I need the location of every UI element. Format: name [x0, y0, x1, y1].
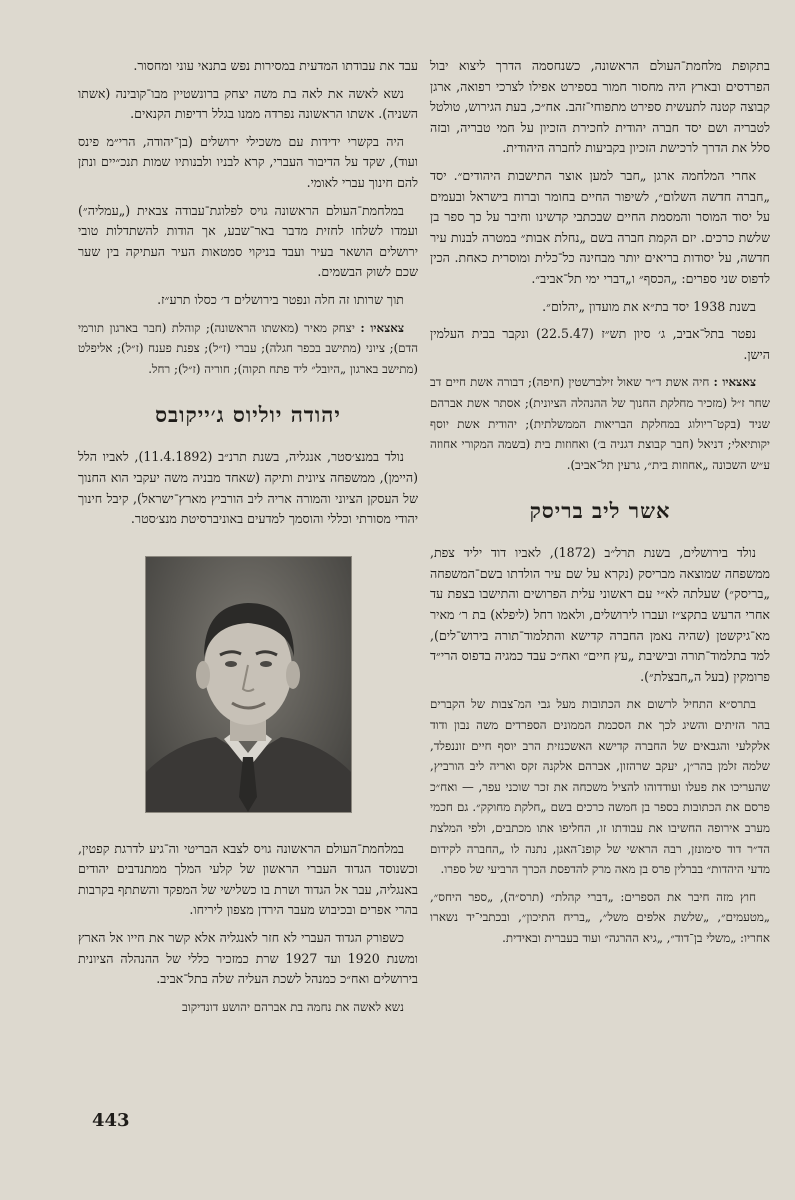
- portrait-figure: [146, 557, 351, 812]
- paragraph: נשא לאשה את לאה בת משה יצחק ברונשטיין מבו־קובינה (אשתו השניה). אשתו הראשונה נפרדה ממנו בגלל רדיפות הקנאים.: [78, 85, 418, 122]
- paragraph: אחרי המלחמה ארגן „חבר למען אוצר התישבות היהודים״. יסד „חברה חדשה השלום״, לשיפור החיים בחומר וברוח בישראל ובעמים על יסוד המוסר והמסמת החיים שבכתבי קדשינו וחיבר על כך ספר בן שלשת כרכים. יזם הקמת חברה בשם „נחלת אבות״ במטרה לבנות עיר חדשה, על יסודות בריאים יותר מבחינה כל־כלית ומוסרית כאחת. הכין לדפוס שני ספרים: „הכסף״ ו„דברי ימי תל־אביב״.: [430, 167, 770, 286]
- section-heading: יהודה יוליוס ג׳ייקובס: [155, 402, 341, 428]
- paragraph: בתרס״א התחיל לרשום את הכתובות מעל גבי המ־צבות של הקברים בהר הזיתים והשיג לכך את הסכמת הממונים הספרדים משה נבון ודוד אלקלעי והגבאים של החברה קדישא האשכנזית הרב יוסף חיים זוננפלד, שלמה זלמן בהר״ן, יעקב שרהזון, אברהם אלקנה זקס ואריה ליב הורביץ, שהעריכו את פעלו ועודדוהו להציל משכחה את זכר שוכני עפר, — ואח״כ פרסם את הכתובות בספר בן חמשה כרכים בשם „חלקת מחוקק״. גם חכמי מערב אירופה החשיבו את עבודתו זו, החליפו אתו מכתבים, ולפי המלצת הד״ר דוד סימונזן, רבה הראשי של קופנ־האגן, נתנה לו „החברה לקידום מדעי היהדות״ בברלין פרס בן מאה מרק להדפסת הכרך הרביעי של ספרו.: [430, 697, 770, 877]
- paragraph: תוך שרותו זה חלה ונפטר בירושלים ד׳ כסלו תרע״ז.: [157, 291, 404, 307]
- paragraph: בתקופת מלחמת־העולם הראשונה, כשנחסמה הדרך ליצוא יבול הפרדסים ובארץ היה מחסור חמור בספירט אפילו לצרכי רפואה, ארגן קבוצה קטנה לתעשית ספירט מתפוחי־זהב. אח״כ, בעת הגירוש, טולטל לטבריה ושם יסד חברה יהודית לחכירת הזכיון על חמי טבריה, ובזה סלל את הדרך לרכישת הזכיון בקביעות לחברה היהודית.: [430, 58, 770, 156]
- paragraph: במלחמת־העולם הראשונה גויס לצבא הבריטי וה־גיע לדרגת קפטין, וכשנוסד הגדוד העברי הראשון של קלעי המלך ממתנדבים יהודים באנגליה, עבר אל הגדוד ושרת בו כשלישי של המפקד והשתתף בקרבות בהרי אפרים ובכיבוש מעבר הירדן מצפון ליריחו.: [78, 840, 418, 918]
- paragraph: נפטר בתל־אביב, ג׳ סיון תש״ז (22.5.47) ונקבר בבית העלמין הישן.: [430, 326, 770, 362]
- page-number: 443: [92, 1110, 130, 1131]
- paragraph: חוץ מזה חיבר את הספרים: „דברי קהלת״ (תרס״ה), „ספר היחס״, „מטעמים״, „שלשת אלפים משל״, „בריח התיכון״, ובכתבי־יד נשארו אחריו: „משלי בן־דוד״, „גיא ההרגה״ ועוד בעברית ובאידית.: [430, 889, 770, 945]
- descendants-label: צאצאיו :: [713, 375, 756, 390]
- paragraph: נולד בירושלים, בשנת תרל״ב (1872), לאביו דוד יליד צפת, ממשפחה שמוצאה מבריסק (נקרא על שם עיר הולדתו בשם־המשפחה „בריסק״) שעלתה לא״י עם ראשוני עלית הפרושים והתישבו בצפת עד אחרי הרעש בתקצ״ז ועברו לירושלים, ולאמו רחל (ליפלא) בת ר׳ מאיר מא־גיקשטן (שהיה נאמן החברה קדישא והתלמוד־תורה בירוש־לים), למד בתלמוד־תורה ובישיבת „עץ חיים״ ואח״כ עבד כמגיה בדפוס הרי״ד פרומקין (בעל ה„חבצלת״).: [430, 545, 770, 684]
- descendants-text: יצחק מאיר (מאשתו הראשונה); קוהלת (חבר בארגון תורמי הדם); ציוני (מתישב בכפר חגלה); עברי (ז״ל); צפנת פענח (ז״ל); אליפלט (מתישב בארגון „היובל״ ליד פתח תקוה); חוריה (ז״ל); רחל.: [78, 320, 418, 376]
- paragraph: היה בקשרי ידידות עם משכילי ירושלים (בן־יהודה, הרי״מ פינס ועוד), שקד על הדיבור העברי, קרא לבניו ולבנותיו שמות תנכ״יים ונתן להם חינוך עברי לאומי.: [78, 133, 418, 190]
- descendants-label: צאצאיו :: [360, 320, 405, 335]
- descendants-paragraph: [78, 318, 418, 380]
- paragraph: בשנת 1938 יסד בת״א את מועדון „יהלום״.: [542, 298, 756, 314]
- section-heading: אשר ליב בריסק: [529, 498, 671, 524]
- paragraph: עבד את עבודתו המדעית במסירות נפש בתנאי עוני ומחסור.: [133, 58, 418, 73]
- portrait-photo: [145, 556, 352, 813]
- descendants-text: חיה אשת ד״ר שאול זילברשטין (חיפה); דבורה אשת חיים דב שחר ז״ל (מזכיר מחלקת החנוך של ההנהלה הציונית); אסתר אשת אברהם שניד (בקט־ריולוג במחלקת הבריאות הממשלתית); יהודית אשת יוסף יקותיאלי; דניאל (חבר קבוצת דגניה ב׳) ואחוזות בית (בשמה המקורי אחוזה ע״ש השכונה „אחוזות בית״, גרעין תל־אביב).: [430, 375, 770, 472]
- descendants-paragraph: [430, 372, 770, 475]
- paragraph: נשא לאשה את נחמה בת אברהם יהושע דונדיקוב: [182, 999, 404, 1014]
- paragraph: במלחמת־העולם הראשונה גויס לפלוגת־עבודה צבאית („עמליה״) ועמדו לשלחו לחזית מדבר באר־שבע, אך הודות להשתדלות טובי ירושלים הושאר בעיר ועבד בניקוי סמטאות העיר העתיקה בין שער שכם לשוק הבשמים.: [78, 202, 418, 280]
- paragraph: נולד במנצ׳סטר, אנגליה, בשנת תרנ״ב (11.4.1892), לאביו הלל (היימן), ממשפחה ציונית ותיקה (שאחד מבניה משה יעקבי הוא החנוך של העסקן הציוני והמורה אריה ליב הורביץ מארץ־ישראל), קיבל חינוך יהודי מסורתי וכללי והוסמך למדעים באוניברסיטת מנצ׳סטר.: [78, 449, 418, 527]
- paragraph: כשפורק הגדוד העברי לא חזר לאנגליה אלא קשר את חייו אל הארץ ומשנת 1920 ועד 1927 שרת כמזכיר כללי של ההנהלה הציונית בירושלים ואח״כ כמנהל לשכת העליה שלה בתל־אביב.: [78, 930, 418, 987]
- left-column: [78, 56, 418, 1024]
- right-column: [430, 56, 770, 956]
